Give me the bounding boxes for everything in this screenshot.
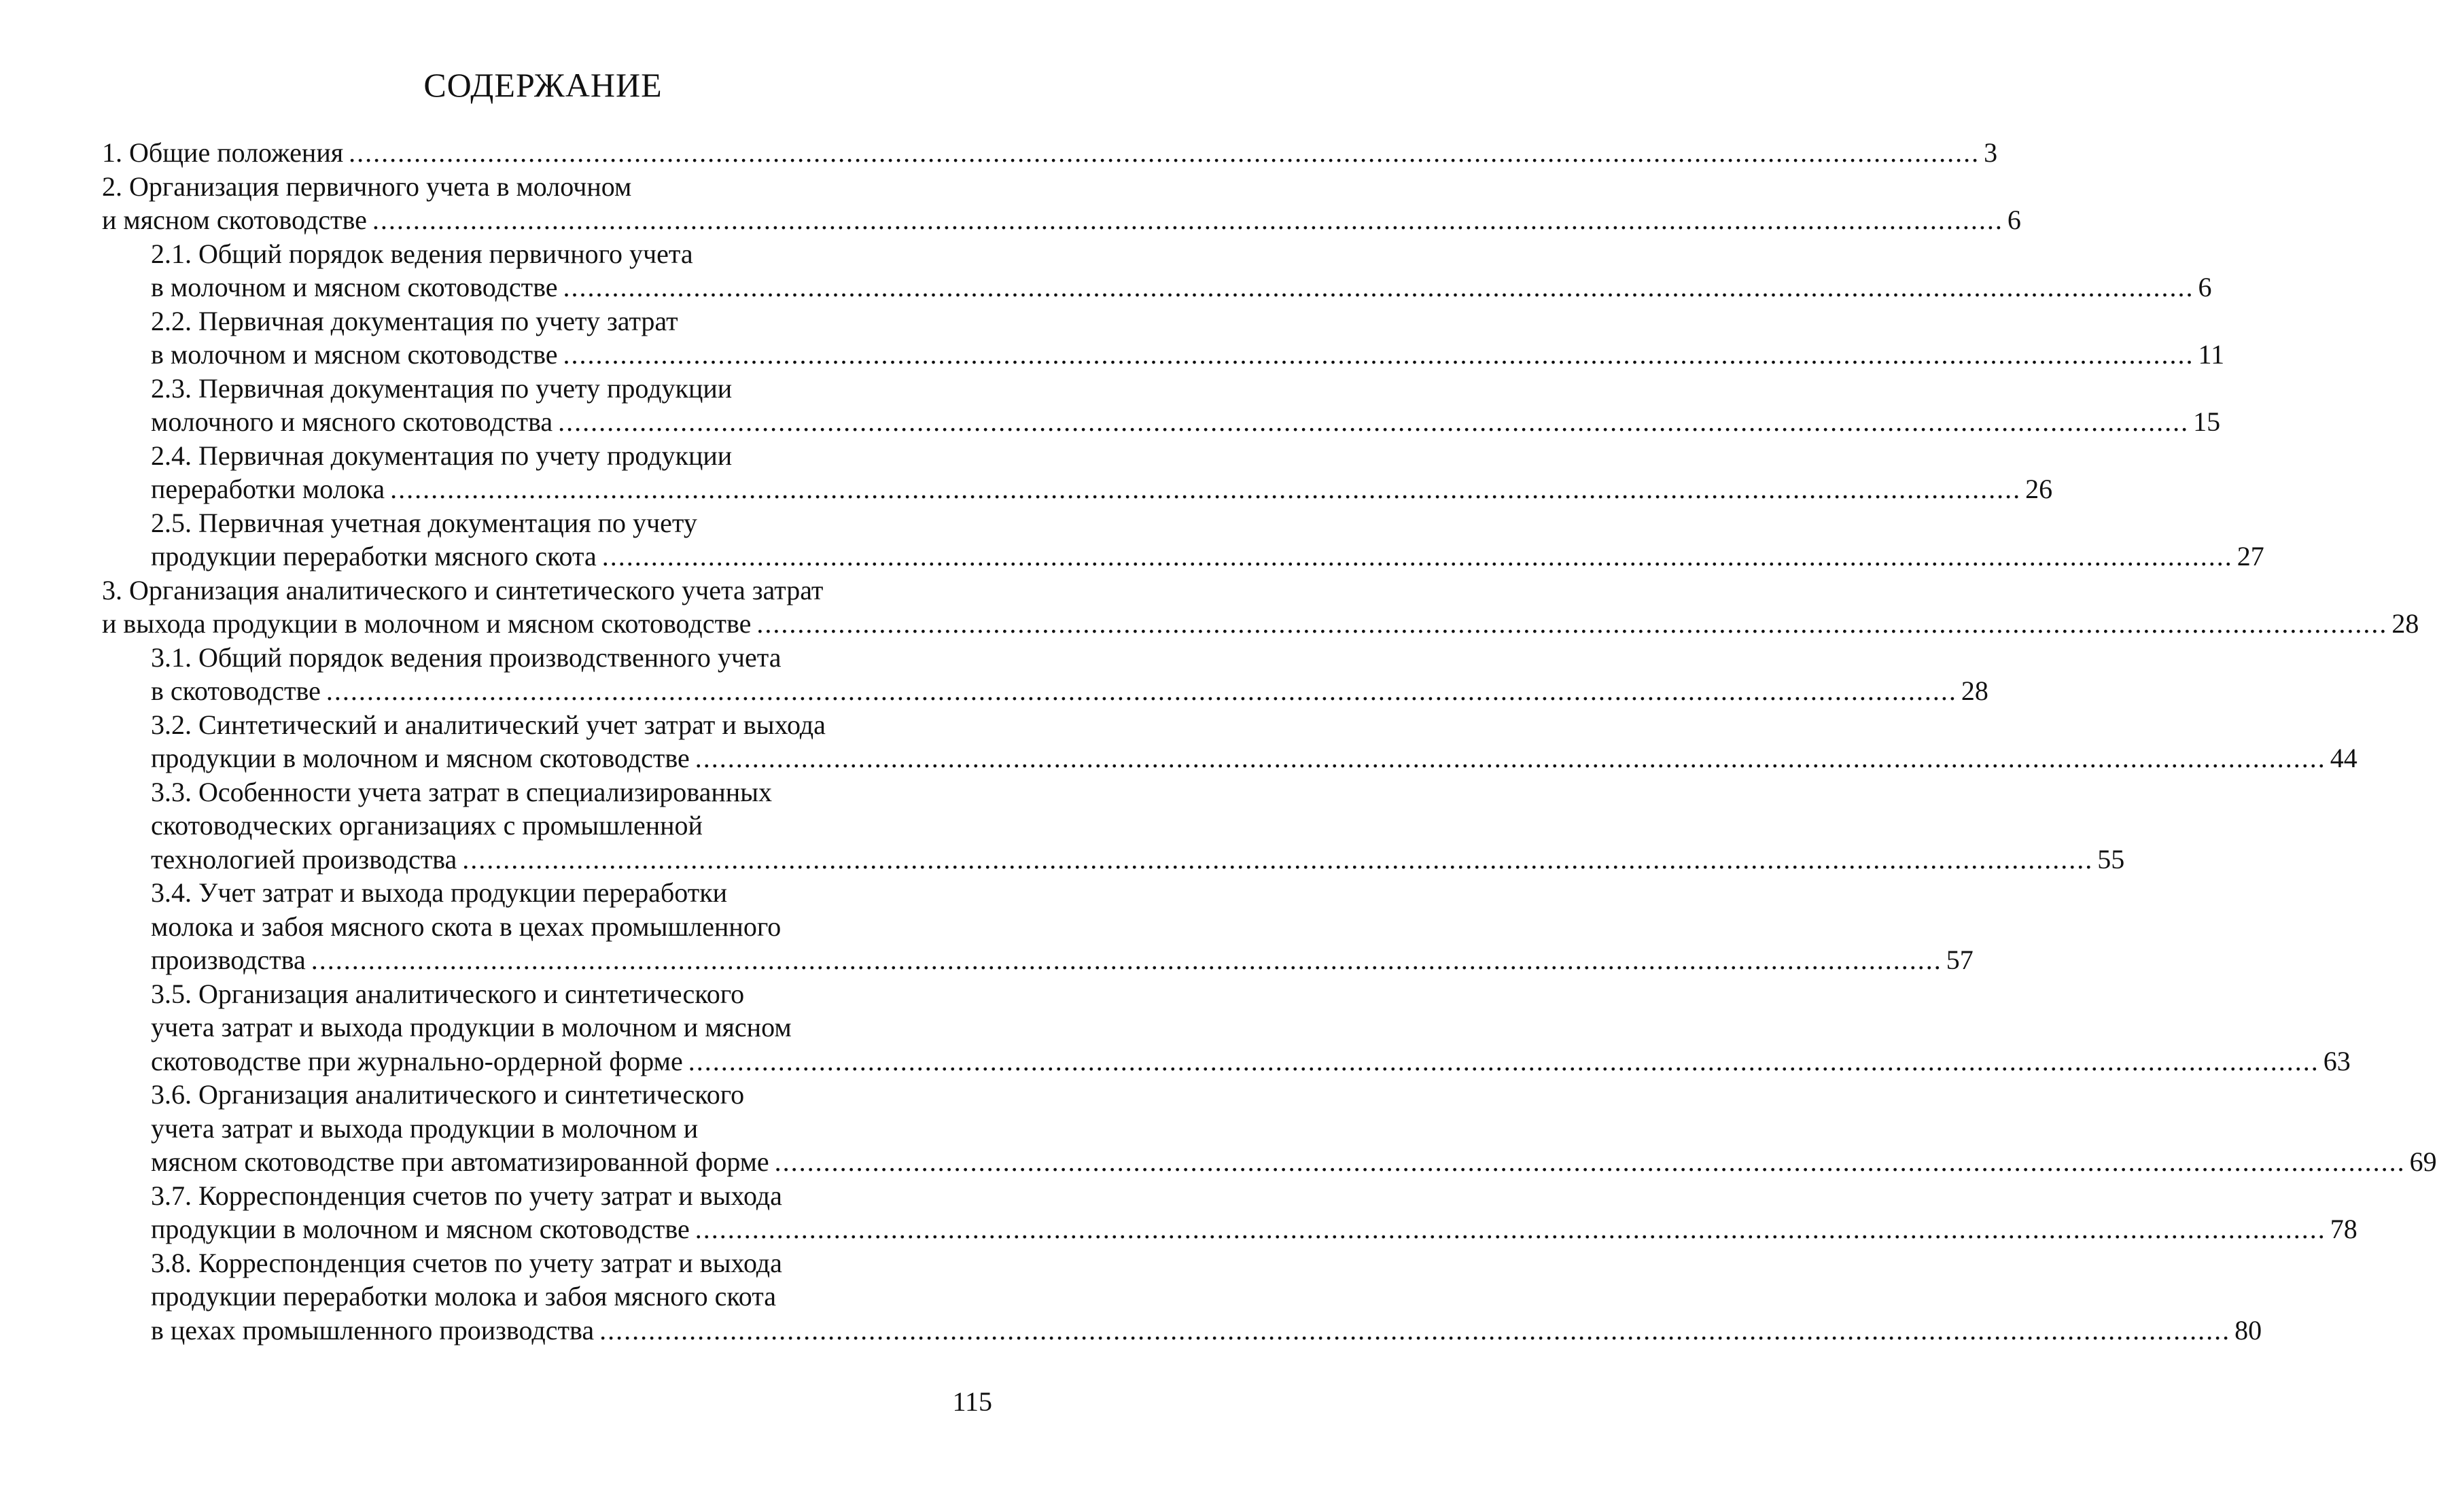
toc-entry-last-line	[151, 1145, 2437, 1179]
toc-entry	[102, 775, 2125, 877]
toc-entry-page: 28	[1961, 675, 1988, 706]
toc-entry-text: продукции в молочном и мясном скотоводстве	[151, 743, 690, 773]
table-of-contents	[102, 136, 2437, 1347]
toc-entry-last-line	[151, 540, 2264, 574]
toc-entry-text: 3.4. Учет затрат и выхода продукции переработки	[151, 877, 728, 908]
toc-entry-text: 2.3. Первичная документация по учету продукции	[151, 372, 733, 404]
leader-dots: ........................................................................................................................................................................................................	[390, 474, 2022, 504]
toc-entry-page: 28	[2391, 608, 2419, 639]
toc-entry	[102, 170, 2021, 237]
toc-entry-text: продукции в молочном и мясном скотоводстве	[151, 1214, 690, 1244]
toc-entry-last-line	[151, 843, 2125, 877]
leader-dots: ........................................................................................................................................................................................................	[349, 137, 1980, 168]
toc-entry-last-line	[102, 136, 1998, 170]
toc-entry-text: в молочном и мясном скотоводстве	[151, 272, 558, 302]
leader-dots: ........................................................................................................................................................................................................	[774, 1146, 2406, 1177]
toc-entry-last-line	[151, 943, 1974, 977]
toc-entry-page: 6	[2198, 272, 2212, 302]
leader-dots: ........................................................................................................................................................................................................	[756, 608, 2388, 639]
toc-entry-text: производства	[151, 945, 306, 975]
toc-entry-page: 55	[2097, 843, 2125, 875]
toc-entry-text: и мясном скотоводстве	[102, 205, 367, 235]
toc-entry	[102, 506, 2264, 574]
toc-entry-text: в молочном и мясном скотоводстве	[151, 339, 558, 370]
toc-entry-page: 27	[2237, 541, 2264, 572]
toc-entry	[102, 708, 2357, 775]
toc-entry-text: скотоводческих организациях с промышленной	[151, 810, 703, 841]
toc-entry-page: 63	[2323, 1045, 2351, 1076]
page-title: СОДЕРЖАНИЕ	[423, 66, 663, 104]
toc-entry-last-line	[151, 270, 2212, 304]
toc-entry-page: 69	[2409, 1146, 2437, 1177]
toc-entry-text: учета затрат и выхода продукции в молочном и	[151, 1112, 699, 1144]
leader-dots: ........................................................................................................................................................................................................	[372, 205, 2003, 235]
toc-entry-text: мясном скотоводстве при автоматизированной форме	[151, 1146, 769, 1177]
toc-entry-text: учета затрат и выхода продукции в молочном и мясном	[151, 1012, 792, 1042]
toc-entry	[102, 1179, 2357, 1246]
toc-entry	[102, 1078, 2437, 1179]
toc-entry-last-line	[151, 1044, 2351, 1078]
toc-entry-page: 78	[2330, 1214, 2357, 1244]
leader-dots: ........................................................................................................................................................................................................	[695, 743, 2326, 773]
toc-entry-page: 80	[2234, 1314, 2262, 1346]
toc-entry-last-line	[151, 1314, 2262, 1348]
toc-entry-page: 6	[2007, 205, 2021, 235]
toc-entry-text: молока и забоя мясного скота в цехах промышленного	[151, 911, 782, 942]
leader-dots: ........................................................................................................................................................................................................	[688, 1045, 2319, 1076]
toc-entry-text: в цехах промышленного производства	[151, 1314, 595, 1346]
toc-entry-text: 3.6. Организация аналитического и синтетического	[151, 1079, 745, 1110]
leader-dots: ........................................................................................................................................................................................................	[563, 339, 2194, 370]
toc-entry-last-line	[102, 203, 2021, 237]
toc-entry	[102, 237, 2212, 304]
toc-entry-text: 1. Общие положения	[102, 137, 344, 168]
leader-dots: ........................................................................................................................................................................................................	[695, 1214, 2326, 1244]
toc-entry-last-line	[151, 405, 2221, 439]
toc-entry-page: 57	[1946, 945, 1974, 975]
toc-entry-page: 26	[2025, 474, 2053, 504]
page-number: 115	[952, 1386, 992, 1417]
toc-entry-page: 44	[2330, 743, 2357, 773]
leader-dots: ........................................................................................................................................................................................................	[311, 945, 1942, 975]
leader-dots: ........................................................................................................................................................................................................	[558, 406, 2190, 437]
toc-entry	[102, 372, 2221, 439]
toc-entry-text: 3. Организация аналитического и синтетического учета затрат	[102, 574, 824, 605]
toc-entry-text: в скотоводстве	[151, 675, 321, 706]
leader-dots: ........................................................................................................................................................................................................	[599, 1314, 2231, 1346]
toc-entry-last-line	[151, 1212, 2357, 1246]
toc-entry-text: продукции переработки мясного скота	[151, 541, 597, 572]
leader-dots: ........................................................................................................................................................................................................	[563, 272, 2194, 302]
toc-entry-page: 11	[2198, 339, 2225, 370]
toc-entry-text: 3.7. Корреспонденция счетов по учету затрат и выхода	[151, 1180, 782, 1211]
toc-entry-last-line	[151, 472, 2053, 506]
toc-entry-text: 3.3. Особенности учета затрат в специализированных	[151, 776, 773, 807]
toc-entry-text: технологией производства	[151, 843, 457, 875]
toc-entry	[102, 439, 2053, 506]
toc-entry-text: 2.5. Первичная учетная документация по учету	[151, 507, 697, 538]
toc-entry-text: 3.1. Общий порядок ведения производственного учета	[151, 641, 782, 673]
toc-entry	[102, 136, 1998, 170]
toc-entry-last-line	[151, 338, 2225, 372]
toc-entry-text: 3.8. Корреспонденция счетов по учету затрат и выхода	[151, 1247, 782, 1278]
toc-entry	[102, 876, 1974, 977]
toc-entry-page: 3	[1984, 137, 1998, 168]
leader-dots: ........................................................................................................................................................................................................	[601, 541, 2233, 572]
toc-entry-text: переработки молока	[151, 474, 385, 504]
toc-entry	[102, 574, 2419, 641]
toc-entry-text: скотоводстве при журнально-ордерной форме	[151, 1045, 683, 1076]
toc-entry-text: 2.1. Общий порядок ведения первичного учета	[151, 238, 693, 269]
toc-entry-text: продукции переработки молока и забоя мясного скота	[151, 1281, 776, 1312]
toc-entry-text: 2.2. Первичная документация по учету затрат	[151, 305, 678, 336]
toc-entry	[102, 304, 2225, 372]
toc-entry-text: 2.4. Первичная документация по учету продукции	[151, 440, 733, 471]
toc-entry	[102, 977, 2351, 1078]
toc-entry-text: и выхода продукции в молочном и мясном скотоводстве	[102, 608, 752, 639]
toc-entry	[102, 1246, 2262, 1348]
toc-entry-last-line	[151, 741, 2357, 775]
toc-entry-text: 3.5. Организация аналитического и синтетического	[151, 978, 745, 1009]
toc-entry-last-line	[151, 674, 1988, 708]
toc-entry-page: 15	[2193, 406, 2221, 437]
toc-entry-text: молочного и мясного скотоводства	[151, 406, 553, 437]
toc-entry-text: 3.2. Синтетический и аналитический учет затрат и выхода	[151, 709, 826, 740]
toc-entry	[102, 641, 1988, 708]
leader-dots: ........................................................................................................................................................................................................	[462, 843, 2094, 875]
toc-entry-text: 2. Организация первичного учета в молочном	[102, 171, 632, 202]
leader-dots: ........................................................................................................................................................................................................	[326, 675, 1957, 706]
toc-entry-last-line	[102, 607, 2419, 641]
